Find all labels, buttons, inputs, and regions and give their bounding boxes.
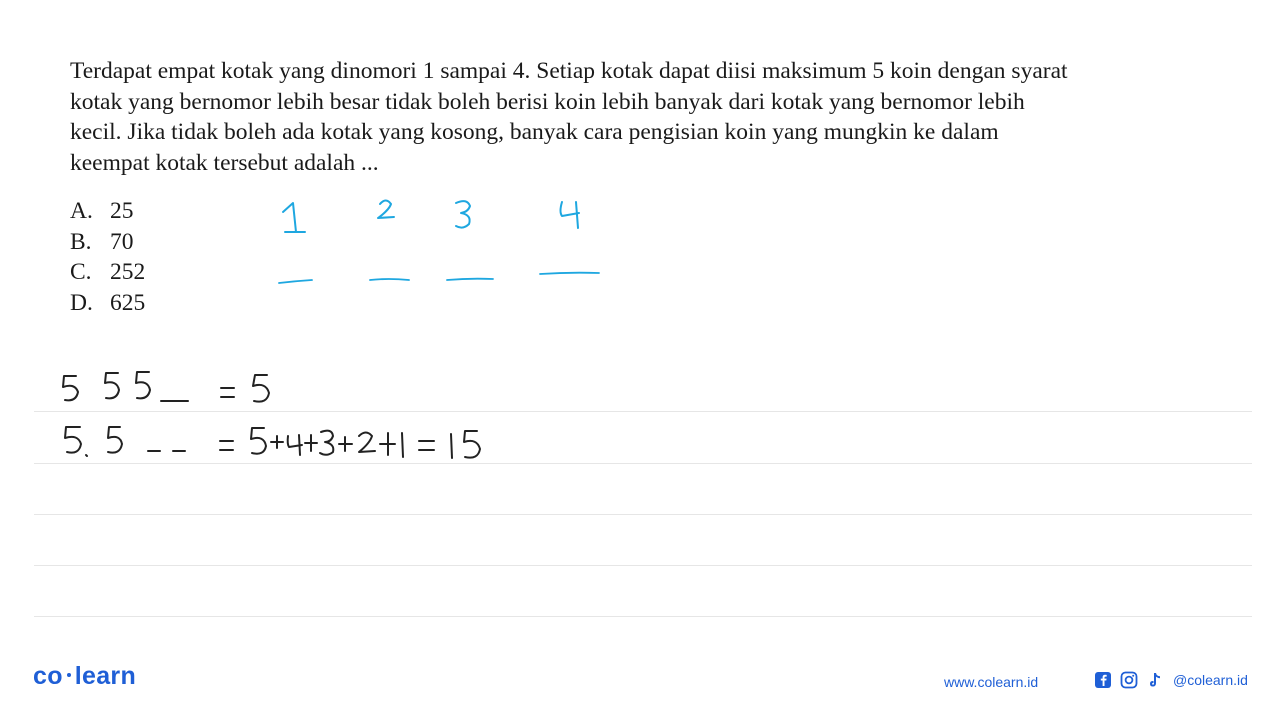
logo-dot [67,673,71,677]
social-handle: @colearn.id [1173,672,1248,688]
ruled-line [34,463,1252,464]
handwritten-box-numbers [283,201,579,233]
social-links [1093,670,1248,690]
handwritten-blanks [279,273,599,283]
ruled-line [34,514,1252,515]
tiktok-icon[interactable] [1145,670,1165,690]
instagram-icon[interactable] [1119,670,1139,690]
option-value: 625 [110,289,146,316]
option-a[interactable] [70,196,145,227]
logo-text-learn: learn [74,662,137,690]
option-value: 70 [110,228,134,255]
ruled-line [34,411,1252,412]
question-text: Terdapat empat kotak yang dinomori 1 sampai 4. Setiap kotak dapat diisi maksimum 5 koin dengan syarat kotak yang bernomor lebih besar tidak boleh berisi koin lebih banyak dari kotak yang bernomor lebih kecil. Jika tidak boleh ada kotak yang kosong, banyak cara pengisian koin yang mungkin ke dalam keempat kotak tersebut adalah ... [70,58,1068,176]
facebook-icon[interactable] [1093,670,1113,690]
option-b[interactable] [70,227,145,258]
option-label: C. [70,259,92,285]
option-c[interactable] [70,257,145,288]
logo-text-co: co [33,662,63,690]
answer-options [70,196,145,318]
option-label: B. [70,228,92,255]
website-link[interactable]: www.colearn.id [944,674,1039,690]
handwritten-line-1 [63,372,269,402]
option-value: 25 [110,198,134,224]
option-value: 252 [110,259,146,285]
handwritten-line-2 [65,427,480,458]
option-label: D. [70,289,93,316]
ruled-line [34,565,1252,566]
option-d[interactable] [70,288,145,319]
colearn-logo [33,662,136,691]
ruled-line [34,616,1252,617]
option-label: A. [70,198,93,224]
